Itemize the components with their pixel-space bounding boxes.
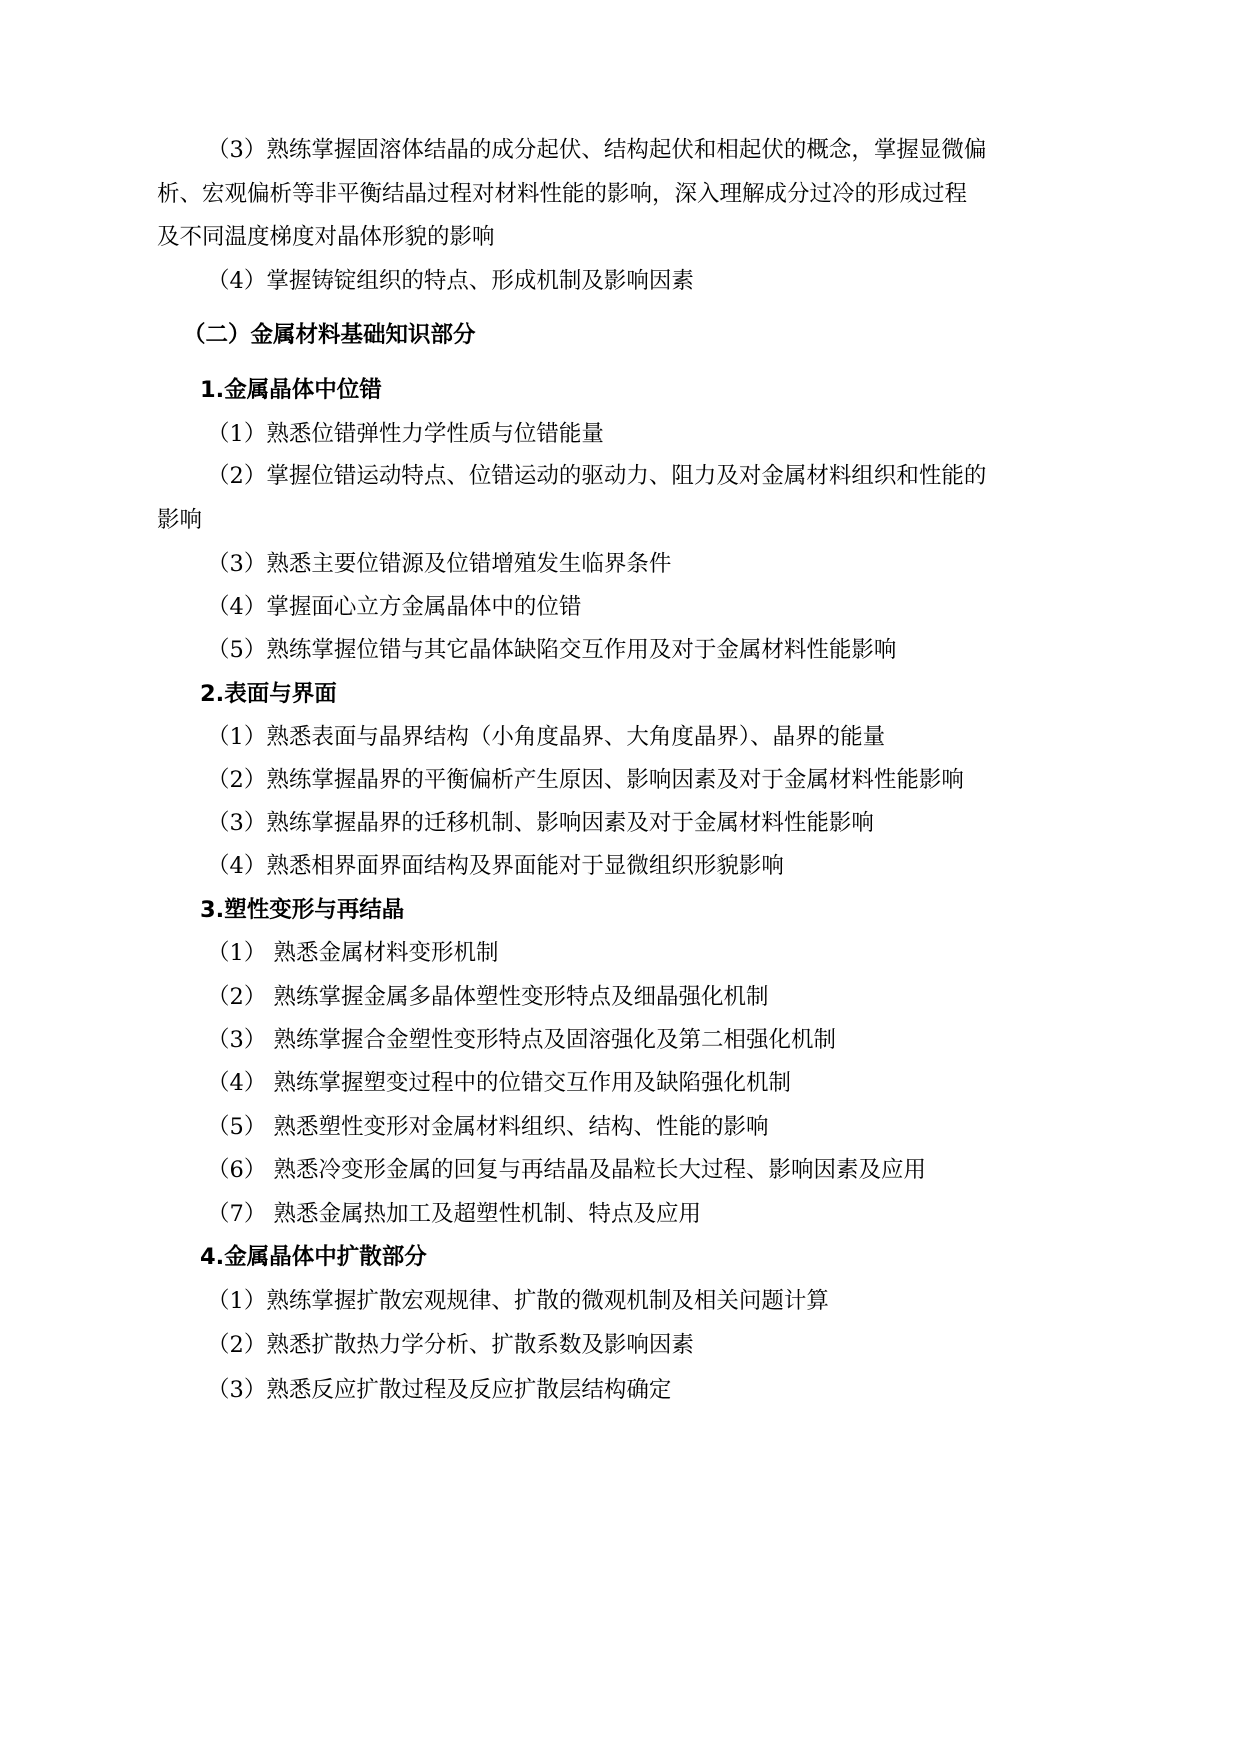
intro-item-3-line-2: 析、宏观偏析等非平衡结晶过程对材料性能的影响，深入理解成分过冷的形成过程 [157, 181, 968, 207]
section-heading-1: 1.金属晶体中位错 [200, 377, 382, 403]
list-item: （4） 熟练掌握塑变过程中的位错交互作用及缺陷强化机制 [207, 1070, 791, 1096]
list-item: （2）熟悉扩散热力学分析、扩散系数及影响因素 [207, 1332, 694, 1358]
list-item: （5） 熟悉塑性变形对金属材料组织、结构、性能的影响 [207, 1114, 769, 1140]
list-item: （3） 熟练掌握合金塑性变形特点及固溶强化及第二相强化机制 [207, 1027, 836, 1053]
list-item-continuation: 影响 [157, 507, 203, 533]
list-item: （2） 熟练掌握金属多晶体塑性变形特点及细晶强化机制 [207, 984, 769, 1010]
section-heading-4: 4.金属晶体中扩散部分 [200, 1244, 427, 1270]
list-item: （6） 熟悉冷变形金属的回复与再结晶及晶粒长大过程、影响因素及应用 [207, 1157, 926, 1183]
list-item: （7） 熟悉金属热加工及超塑性机制、特点及应用 [207, 1201, 701, 1227]
section-heading-2: 2.表面与界面 [200, 681, 337, 707]
list-item: （4）熟悉相界面界面结构及界面能对于显微组织形貌影响 [207, 853, 784, 879]
list-item: （4）掌握面心立方金属晶体中的位错 [207, 594, 582, 620]
list-item: （3）熟悉主要位错源及位错增殖发生临界条件 [207, 551, 672, 577]
list-item: （2）掌握位错运动特点、位错运动的驱动力、阻力及对金属材料组织和性能的 [207, 463, 987, 489]
list-item: （2）熟练掌握晶界的平衡偏析产生原因、影响因素及对于金属材料性能影响 [207, 767, 964, 793]
list-item: （1）熟悉位错弹性力学性质与位错能量 [207, 421, 604, 447]
list-item: （1） 熟悉金属材料变形机制 [207, 940, 499, 966]
list-item: （1）熟练掌握扩散宏观规律、扩散的微观机制及相关问题计算 [207, 1288, 829, 1314]
intro-item-3-line-3: 及不同温度梯度对晶体形貌的影响 [157, 224, 495, 250]
list-item: （1）熟悉表面与晶界结构（小角度晶界、大角度晶界）、晶界的能量 [207, 724, 886, 750]
intro-item-4: （4）掌握铸锭组织的特点、形成机制及影响因素 [207, 268, 694, 294]
list-item: （3）熟悉反应扩散过程及反应扩散层结构确定 [207, 1377, 672, 1403]
list-item: （3）熟练掌握晶界的迁移机制、影响因素及对于金属材料性能影响 [207, 810, 874, 836]
intro-item-3-line-1: （3）熟练掌握固溶体结晶的成分起伏、结构起伏和相起伏的概念，掌握显微偏 [207, 137, 987, 163]
section-heading-3: 3.塑性变形与再结晶 [200, 897, 405, 923]
list-item: （5）熟练掌握位错与其它晶体缺陷交互作用及对于金属材料性能影响 [207, 637, 897, 663]
part-heading: （二）金属材料基础知识部分 [183, 322, 476, 348]
